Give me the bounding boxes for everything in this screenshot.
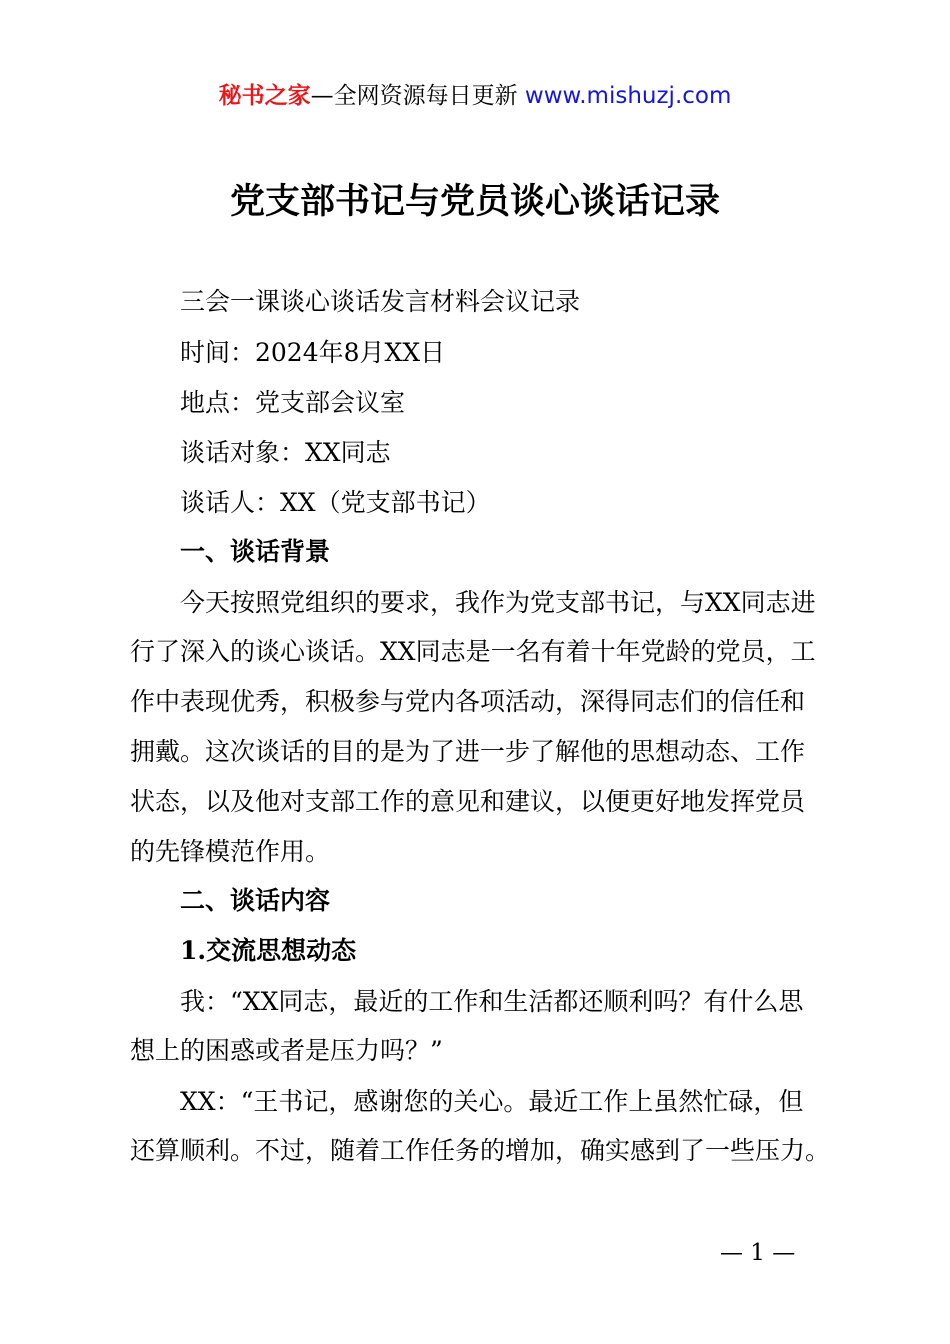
paragraph-line: 状态，以及他对支部工作的意见和建议，以便更好地发挥党员 xyxy=(130,787,806,816)
subject-line: 三会一课谈心谈话发言材料会议记录 xyxy=(180,287,581,316)
section-heading-content: 二、谈话内容 xyxy=(180,886,331,915)
site-header xyxy=(0,80,950,112)
meeting-location: 地点：党支部会议室 xyxy=(180,388,406,417)
site-brand: 秘书之家 xyxy=(218,83,311,109)
interviewee: 谈话对象：XX同志 xyxy=(180,438,391,467)
paragraph-line: 的先锋模范作用。 xyxy=(130,837,331,866)
interviewer: 谈话人：XX（党支部书记） xyxy=(180,488,491,517)
dialogue-line: 还算顺利。不过，随着工作任务的增加，确实感到了一些压力。 xyxy=(130,1136,831,1165)
document-title: 党支部书记与党员谈心谈话记录 xyxy=(229,181,720,222)
paragraph-line: 拥戴。这次谈话的目的是为了进一步了解他的思想动态、工作 xyxy=(130,737,806,766)
meeting-time: 时间：2024年8月XX日 xyxy=(180,338,446,367)
paragraph-line: 作中表现优秀，积极参与党内各项活动，深得同志们的信任和 xyxy=(130,687,806,716)
site-url-link[interactable]: www.mishuzj.com xyxy=(524,83,732,109)
paragraph-line: 行了深入的谈心谈话。XX同志是一名有着十年党龄的党员，工 xyxy=(130,637,816,666)
dialogue-line: 我：“XX同志，最近的工作和生活都还顺利吗？有什么思 xyxy=(180,987,804,1016)
page-number: — 1 — xyxy=(720,1240,796,1266)
paragraph-line: 今天按照党组织的要求，我作为党支部书记，与XX同志进 xyxy=(180,588,816,617)
dialogue-line: 想上的困惑或者是压力吗？” xyxy=(130,1036,443,1065)
subsection-heading: 1.交流思想动态 xyxy=(180,936,357,965)
site-tagline: —全网资源每日更新 xyxy=(310,83,525,109)
section-heading-background: 一、谈话背景 xyxy=(180,537,331,566)
dialogue-line: XX：“王书记，感谢您的关心。最近工作上虽然忙碌，但 xyxy=(180,1087,804,1116)
